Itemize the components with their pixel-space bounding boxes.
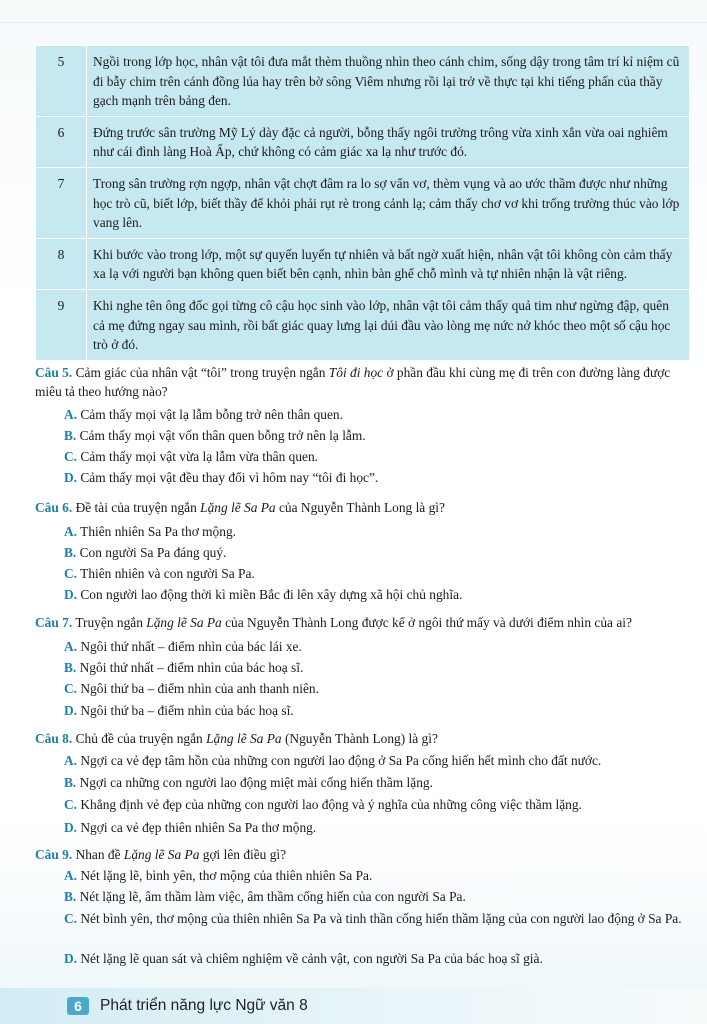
work-title: Lặng lẽ Sa Pa <box>200 500 276 515</box>
table-row <box>36 238 690 289</box>
work-title: Lặng lẽ Sa Pa <box>206 731 282 746</box>
option-c[interactable] <box>64 679 694 698</box>
work-title: Lặng lẽ Sa Pa <box>146 615 222 630</box>
option-letter: D. <box>64 820 78 835</box>
option-text: Cảm thấy mọi vật vốn thân quen bỗng trở nên lạ lẫm. <box>76 428 366 443</box>
option-text: Nét lặng lẽ, âm thầm làm việc, âm thầm cống hiến của con người Sa Pa. <box>76 889 466 904</box>
option-letter: C. <box>64 797 78 812</box>
option-d[interactable] <box>64 468 694 487</box>
question-label: Câu 8. <box>35 731 73 746</box>
option-d[interactable] <box>64 949 694 968</box>
option-letter: C. <box>64 681 78 696</box>
option-text: Thiên nhiên Sa Pa thơ mộng. <box>77 524 236 539</box>
question-text-post: của Nguyễn Thành Long là gì? <box>275 500 445 515</box>
row-number: 5 <box>36 46 87 117</box>
option-text: Ngôi thứ nhất – điểm nhìn của bác hoạ sĩ. <box>76 660 304 675</box>
question-7 <box>35 613 695 632</box>
option-text: Nét lặng lẽ, bình yên, thơ mộng của thiên nhiên Sa Pa. <box>77 868 373 883</box>
option-a[interactable] <box>64 405 694 424</box>
option-a[interactable] <box>64 751 694 770</box>
row-text: Khi nghe tên ông đốc gọi từng cô cậu học sinh vào lớp, nhân vật tôi cảm thấy quả tim như ngừng đập, quên cả mẹ đứng ngay sau mình, rồi bất giác quay lưng lại dúi đầu vào lòng mẹ nức nở khóc theo một số cậu học trò ở đó. <box>87 289 690 360</box>
question-text-pre: Đề tài của truyện ngắn <box>72 500 201 515</box>
option-letter: A. <box>64 639 78 654</box>
option-letter: B. <box>64 660 77 675</box>
question-text-post: (Nguyễn Thành Long) là gì? <box>281 731 438 746</box>
option-text: Ngôi thứ ba – điểm nhìn của bác hoạ sĩ. <box>77 703 294 718</box>
option-text: Thiên nhiên và con người Sa Pa. <box>77 566 255 581</box>
top-rule <box>0 22 707 23</box>
option-d[interactable] <box>64 585 694 604</box>
row-text: Ngồi trong lớp học, nhân vật tôi đưa mắt thèm thuồng nhìn theo cánh chim, sống dậy trong tâm trí kỉ niệm cũ đi bẫy chim trên cánh đồng lúa hay trên bờ sông Viêm nhưng rồi lại trở về thực tại khi tiếng phấn của thầy gạch mạnh trên bảng đen. <box>87 46 690 117</box>
option-text: Cảm thấy mọi vật đều thay đổi vì hôm nay “tôi đi học”. <box>77 470 379 485</box>
option-letter: C. <box>64 911 78 926</box>
row-number: 9 <box>36 289 87 360</box>
option-text: Cảm thấy mọi vật lạ lẫm bỗng trở nên thân quen. <box>77 407 343 422</box>
question-label: Câu 5. <box>35 365 73 380</box>
option-letter: D. <box>64 587 78 602</box>
option-text: Ngợi ca những con người lao động miệt mài cống hiến thầm lặng. <box>76 775 433 790</box>
question-label: Câu 6. <box>35 500 73 515</box>
question-label: Câu 7. <box>35 615 73 630</box>
option-d[interactable] <box>64 818 694 837</box>
option-letter: A. <box>64 524 78 539</box>
question-text-pre: Chủ đề của truyện ngắn <box>72 731 207 746</box>
statements-table <box>35 45 690 361</box>
question-5 <box>35 363 695 401</box>
table-row <box>36 116 690 167</box>
work-title: Tôi đi học <box>328 365 384 380</box>
option-b[interactable] <box>64 426 694 445</box>
table-row <box>36 289 690 360</box>
option-letter: A. <box>64 753 78 768</box>
option-text: Nét lặng lẽ quan sát và chiêm nghiệm về cảnh vật, con người Sa Pa của bác hoạ sĩ già. <box>77 951 543 966</box>
option-letter: C. <box>64 566 78 581</box>
row-number: 8 <box>36 238 87 289</box>
option-text: Ngợi ca vẻ đẹp thiên nhiên Sa Pa thơ mộng. <box>77 820 317 835</box>
option-letter: B. <box>64 428 77 443</box>
option-b[interactable] <box>64 658 694 677</box>
question-text-post: gợi lên điều gì? <box>199 847 287 862</box>
option-text: Ngôi thứ ba – điểm nhìn của anh thanh niên. <box>77 681 319 696</box>
question-text-pre: Nhan đề <box>72 847 124 862</box>
option-letter: D. <box>64 703 78 718</box>
option-c[interactable] <box>64 564 694 583</box>
option-letter: A. <box>64 868 78 883</box>
option-a[interactable] <box>64 866 694 885</box>
option-b[interactable] <box>64 887 694 906</box>
option-letter: B. <box>64 545 77 560</box>
option-c[interactable] <box>64 447 694 466</box>
book-title: Phát triển năng lực Ngữ văn 8 <box>100 997 308 1014</box>
option-letter: B. <box>64 775 77 790</box>
row-text: Đứng trước sân trường Mỹ Lý dày đặc cả người, bỗng thấy ngôi trường trông vừa xinh xắn vừa oai nghiêm như cái đình làng Hoà Ấp, chứ không có cảm giác xa lạ như trước đó. <box>87 116 690 167</box>
question-text-post: ở phần đầu khi cùng mẹ đi trên con đường làng được miêu tả theo hướng nào? <box>35 365 671 399</box>
question-label: Câu 9. <box>35 847 73 862</box>
row-number: 6 <box>36 116 87 167</box>
question-text-post: của Nguyễn Thành Long được kể ở ngôi thứ mấy và dưới điểm nhìn của ai? <box>221 615 632 630</box>
option-c[interactable] <box>64 795 694 814</box>
row-text: Trong sân trường rợn ngợp, nhân vật chợt đâm ra lo sợ vẩn vơ, thèm vụng và ao ước thầm được như những học trò cũ, biết lớp, biết thầy để khỏi phải rụt rè trong cảnh lạ; cảm thấy chơ vơ khi trống trường thúc vào lớp vang lên. <box>87 167 690 238</box>
option-a[interactable] <box>64 637 694 656</box>
page-number-badge: 6 <box>67 997 89 1015</box>
option-d[interactable] <box>64 701 694 720</box>
option-text: Con người lao động thời kì miền Bắc đi lên xây dựng xã hội chủ nghĩa. <box>77 587 463 602</box>
option-text: Ngôi thứ nhất – điểm nhìn của bác lái xe. <box>77 639 302 654</box>
option-text: Khẳng định vẻ đẹp của những con người lao động và ý nghĩa của những công việc thầm lặng. <box>77 797 582 812</box>
option-text: Ngợi ca vẻ đẹp tâm hồn của những con người lao động ở Sa Pa cống hiến hết mình cho đất nước. <box>77 753 602 768</box>
option-letter: A. <box>64 407 78 422</box>
table-row <box>36 46 690 117</box>
row-text: Khi bước vào trong lớp, một sự quyến luyến tự nhiên và bất ngờ xuất hiện, nhân vật tôi không còn cảm thấy xa lạ với người bạn không quen biết bên cạnh, nhìn bàn ghế chỗ mình và tự nhiên nhận là vật riêng. <box>87 238 690 289</box>
option-b[interactable] <box>64 543 694 562</box>
table-row <box>36 167 690 238</box>
question-6 <box>35 498 695 517</box>
option-letter: B. <box>64 889 77 904</box>
question-text-pre: Cảm giác của nhân vật “tôi” trong truyện ngắn <box>72 365 329 380</box>
option-text: Con người Sa Pa đáng quý. <box>76 545 227 560</box>
question-text-pre: Truyện ngắn <box>72 615 147 630</box>
option-c[interactable] <box>64 909 694 928</box>
option-b[interactable] <box>64 773 694 792</box>
option-letter: D. <box>64 470 78 485</box>
option-a[interactable] <box>64 522 694 541</box>
option-letter: C. <box>64 449 78 464</box>
option-text: Nét bình yên, thơ mộng của thiên nhiên Sa Pa và tinh thần cống hiến thầm lặng của con người lao động ở Sa Pa. <box>77 911 682 926</box>
option-text: Cảm thấy mọi vật vừa lạ lẫm vừa thân quen. <box>77 449 319 464</box>
question-9 <box>35 845 695 864</box>
work-title: Lặng lẽ Sa Pa <box>123 847 200 862</box>
option-letter: D. <box>64 951 78 966</box>
question-8 <box>35 729 695 748</box>
row-number: 7 <box>36 167 87 238</box>
